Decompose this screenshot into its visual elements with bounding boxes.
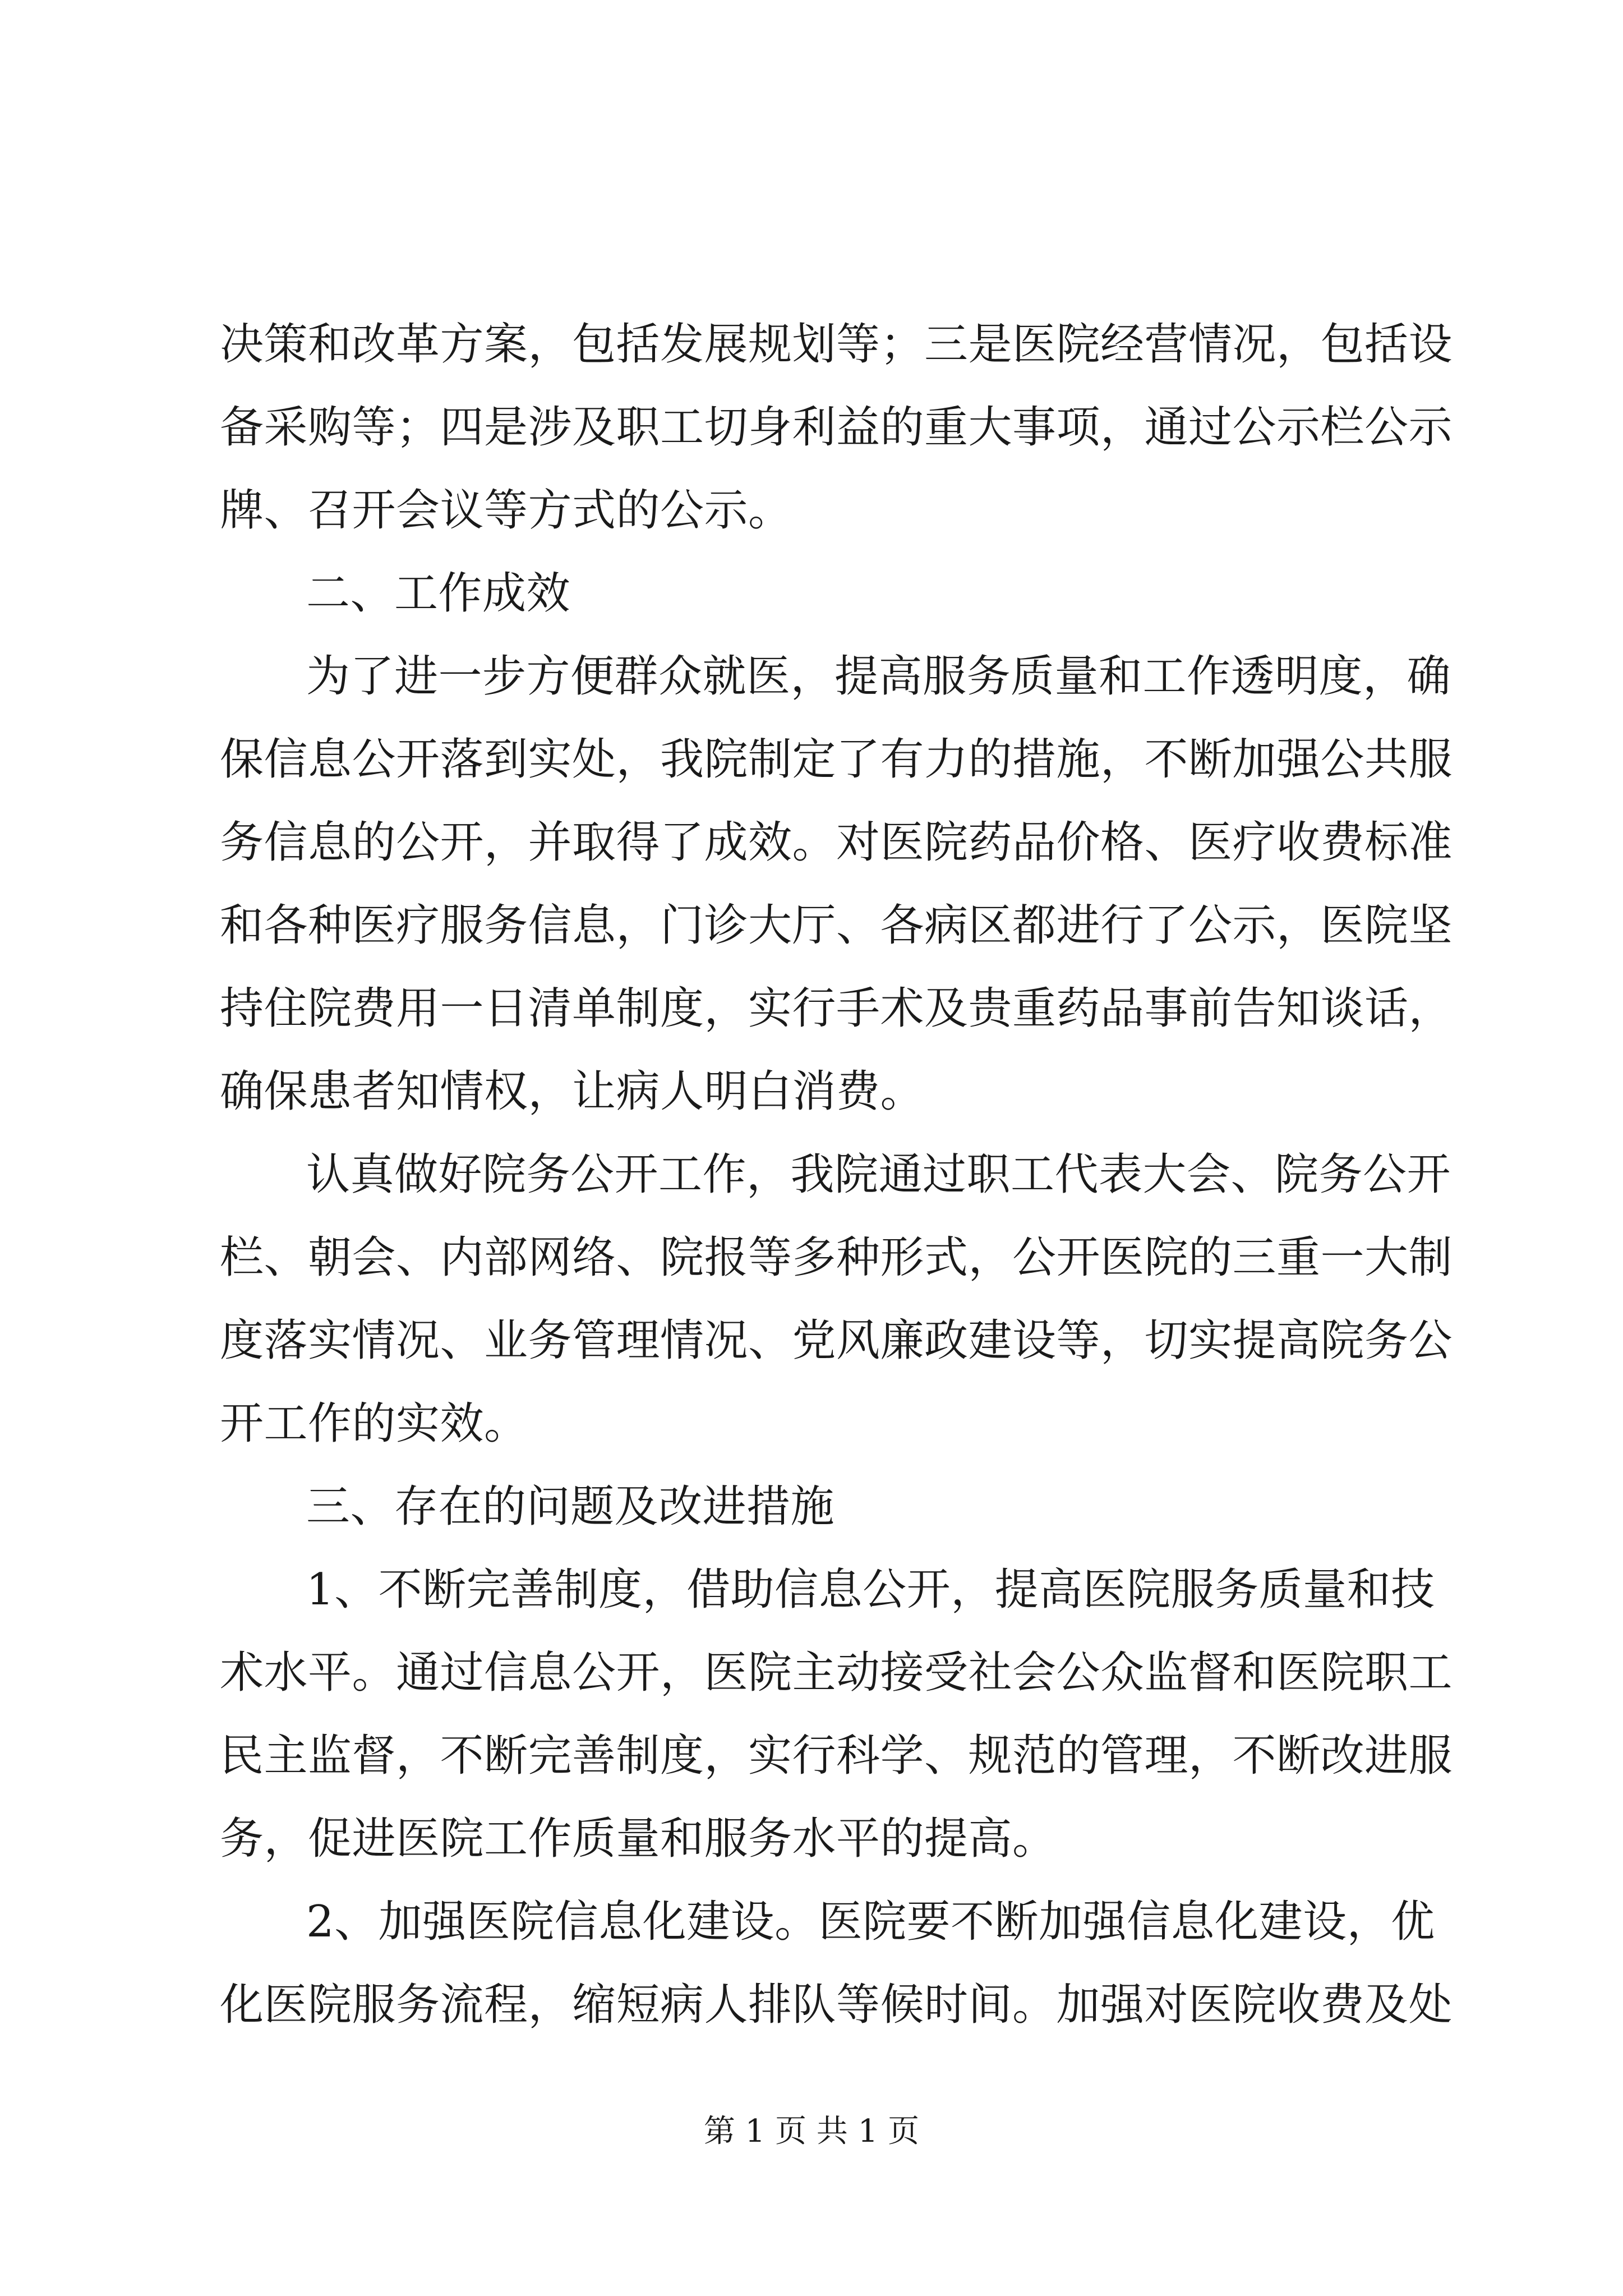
text-line: 和各种医疗服务信息，门诊大厅、各病区都进行了公示，医院坚 <box>220 900 1453 951</box>
text-line: 化医院服务流程，缩短病人排队等候时间。加强对医院收费及处 <box>220 1980 1453 2030</box>
text-line: 为了进一步方便群众就医，提高服务质量和工作透明度，确 <box>306 651 1451 702</box>
text-line: 民主监督，不断完善制度，实行科学、规范的管理，不断改进服 <box>220 1731 1453 1781</box>
text-line: 开工作的实效。 <box>220 1398 528 1449</box>
text-line: 术水平。通过信息公开，医院主动接受社会公众监督和医院职工 <box>220 1648 1453 1698</box>
text-line: 保信息公开落到实处，我院制定了有力的措施，不断加强公共服 <box>220 734 1453 785</box>
text-line: 持住院费用一日清单制度，实行手术及贵重药品事前告知谈话， <box>220 983 1453 1034</box>
text-line: 备采购等；四是涉及职工切身利益的重大事项，通过公示栏公示 <box>220 402 1453 453</box>
text-line: 牌、召开会议等方式的公示。 <box>220 485 792 536</box>
text-line: 栏、朝会、内部网络、院报等多种形式，公开医院的三重一大制 <box>220 1232 1453 1283</box>
text-line: 二、工作成效 <box>306 568 571 619</box>
text-line: 度落实情况、业务管理情况、党风廉政建设等，切实提高院务公 <box>220 1315 1453 1366</box>
text-line: 务信息的公开，并取得了成效。对医院药品价格、医疗收费标准 <box>220 817 1453 868</box>
text-line: 1、不断完善制度，借助信息公开，提高医院服务质量和技 <box>306 1565 1435 1615</box>
text-line: 三、存在的问题及改进措施 <box>306 1481 835 1532</box>
document-body <box>220 303 1453 2046</box>
text-line: 务，促进医院工作质量和服务水平的提高。 <box>220 1814 1057 1864</box>
text-line: 确保患者知情权，让病人明白消费。 <box>220 1066 925 1117</box>
text-line: 决策和改革方案，包括发展规划等；三是医院经营情况，包括设 <box>220 319 1453 370</box>
page-footer: 第 1 页 共 1 页 <box>703 2113 920 2150</box>
text-line: 2、加强医院信息化建设。医院要不断加强信息化建设，优 <box>306 1897 1435 1947</box>
text-line: 认真做好院务公开工作，我院通过职工代表大会、院务公开 <box>306 1149 1451 1200</box>
